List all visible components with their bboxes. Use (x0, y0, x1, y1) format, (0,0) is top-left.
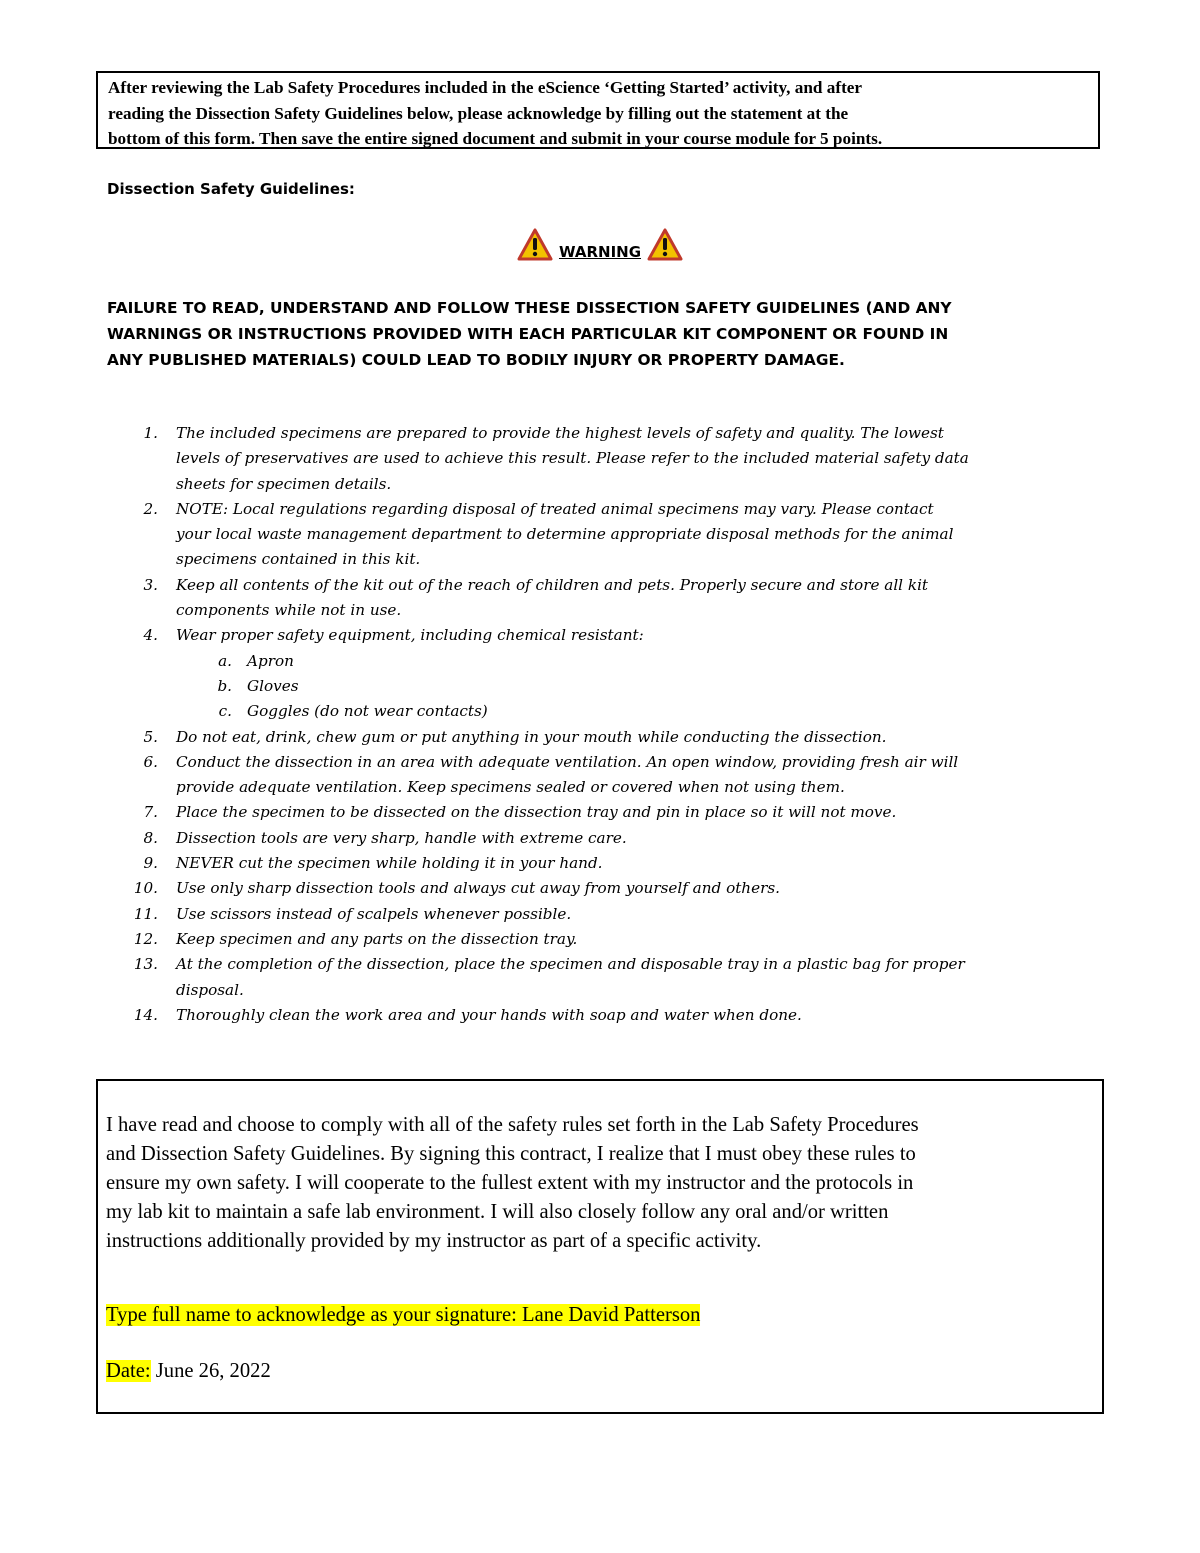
rule-number: 13. (133, 955, 158, 974)
rule-item (0, 750, 1200, 801)
rule-item (0, 902, 1200, 927)
rule-text-line: levels of preservatives are used to achieve this result. Please refer to the included material safety data (176, 449, 969, 468)
date-value[interactable]: June 26, 2022 (155, 1360, 271, 1382)
rule-subitem (0, 649, 1200, 674)
rule-text-line: disposal. (176, 980, 244, 999)
section-heading: Dissection Safety Guidelines: (107, 180, 355, 198)
acknowledgement-box (96, 1079, 1104, 1414)
date-row (106, 1356, 271, 1386)
signature-label: Type full name to acknowledge as your signature: (106, 1304, 517, 1326)
instructions-box (96, 71, 1100, 149)
instructions-line: After reviewing the Lab Safety Procedures included in the eScience ‘Getting Started’ activity, and after (108, 78, 863, 97)
statement-line: my lab kit to maintain a safe lab environment. I will also closely follow any oral and/or written (106, 1201, 889, 1223)
statement-line: and Dissection Safety Guidelines. By signing this contract, I realize that I must obey these rules to (106, 1143, 916, 1165)
subitem-text: Apron (247, 651, 294, 670)
warning-label: WARNING (558, 243, 642, 261)
rule-number: 6. (143, 752, 158, 771)
signature-value[interactable]: Lane David Patterson (522, 1304, 701, 1326)
rule-text-line: At the completion of the dissection, place the specimen and disposable tray in a plastic bag for proper (176, 955, 965, 974)
rule-number: 3. (143, 575, 158, 594)
statement-line: instructions additionally provided by my instructor as part of a specific activity. (106, 1230, 762, 1252)
rule-number: 14. (133, 1005, 158, 1024)
warning-triangle-icon (647, 228, 683, 262)
rule-text-line: Place the specimen to be dissected on the dissection tray and pin in place so it will not move. (176, 803, 897, 822)
rule-item (0, 851, 1200, 876)
rule-text-line: Keep all contents of the kit out of the reach of children and pets. Properly secure and store all kit (176, 575, 929, 594)
rule-subitem (0, 674, 1200, 699)
statement-line: I have read and choose to comply with all of the safety rules set forth in the Lab Safety Procedures (106, 1114, 919, 1136)
rule-text-line: Keep specimen and any parts on the dissection tray. (176, 929, 578, 948)
rule-item (0, 800, 1200, 825)
rule-number: 11. (133, 904, 158, 923)
rule-number: 10. (133, 879, 158, 898)
rule-number: 5. (143, 727, 158, 746)
subitem-letter: a. (218, 651, 232, 670)
rule-number: 4. (143, 626, 158, 645)
rule-item (0, 826, 1200, 851)
date-label: Date: (106, 1360, 151, 1382)
rule-number: 12. (133, 929, 158, 948)
rule-item (0, 927, 1200, 952)
rule-text-line: provide adequate ventilation. Keep specimens sealed or covered when not using them. (176, 778, 845, 797)
rule-item (0, 497, 1200, 573)
rule-item (0, 623, 1200, 648)
rule-number: 8. (143, 828, 158, 847)
warning-banner (0, 226, 1200, 262)
subitem-text: Goggles (do not wear contacts) (247, 702, 488, 721)
failure-notice-line: ANY PUBLISHED MATERIALS) COULD LEAD TO BODILY INJURY OR PROPERTY DAMAGE. (107, 351, 845, 369)
rule-item (0, 573, 1200, 624)
rule-item (0, 421, 1200, 497)
rule-item (0, 952, 1200, 1003)
rule-subitem (0, 699, 1200, 724)
rule-text-line: Use only sharp dissection tools and always cut away from yourself and others. (176, 879, 780, 898)
rule-text-line: Thoroughly clean the work area and your hands with soap and water when done. (176, 1005, 802, 1024)
rule-item (0, 1003, 1200, 1028)
rule-item (0, 725, 1200, 750)
rule-text-line: The included specimens are prepared to provide the highest levels of safety and quality. The lowest (176, 424, 944, 442)
failure-notice-line: WARNINGS OR INSTRUCTIONS PROVIDED WITH EACH PARTICULAR KIT COMPONENT OR FOUND IN (107, 325, 949, 343)
failure-notice-line: FAILURE TO READ, UNDERSTAND AND FOLLOW THESE DISSECTION SAFETY GUIDELINES (AND ANY (107, 299, 952, 317)
warning-triangle-icon (517, 228, 553, 262)
rule-text-line: NOTE: Local regulations regarding disposal of treated animal specimens may vary. Please contact (176, 499, 934, 518)
rule-text-line: Conduct the dissection in an area with adequate ventilation. An open window, providing fresh air will (176, 752, 959, 771)
rule-item (0, 876, 1200, 901)
rule-text-line: Do not eat, drink, chew gum or put anything in your mouth while conducting the dissection. (176, 727, 887, 746)
acknowledgement-statement (106, 1111, 919, 1256)
rule-number: 2. (143, 499, 158, 518)
subitem-letter: c. (218, 702, 232, 721)
rule-number: 1. (143, 424, 158, 442)
rule-text-line: NEVER cut the specimen while holding it in your hand. (176, 854, 603, 873)
rule-text-line: your local waste management department to determine appropriate disposal methods for the animal (176, 525, 954, 544)
failure-notice (107, 295, 1107, 373)
rule-text-line: Wear proper safety equipment, including chemical resistant: (176, 626, 644, 645)
rule-text-line: Dissection tools are very sharp, handle with extreme care. (176, 828, 627, 847)
instructions-line: bottom of this form. Then save the entire signed document and submit in your course module for 5 points. (108, 129, 883, 148)
signature-row (106, 1300, 700, 1330)
statement-line: ensure my own safety. I will cooperate to the fullest extent with my instructor and the protocols in (106, 1172, 914, 1194)
rule-text-line: components while not in use. (176, 601, 402, 620)
instructions-line: reading the Dissection Safety Guidelines below, please acknowledge by filling out the statement at the (108, 103, 849, 123)
safety-rules-list (0, 421, 1200, 1028)
subitem-text: Gloves (247, 676, 299, 695)
rule-text-line: sheets for specimen details. (176, 474, 392, 493)
rule-text-line: Use scissors instead of scalpels whenever possible. (176, 904, 572, 923)
rule-number: 9. (143, 854, 158, 873)
subitem-letter: b. (217, 676, 232, 695)
rule-number: 7. (143, 803, 158, 822)
rule-text-line: specimens contained in this kit. (176, 550, 421, 569)
